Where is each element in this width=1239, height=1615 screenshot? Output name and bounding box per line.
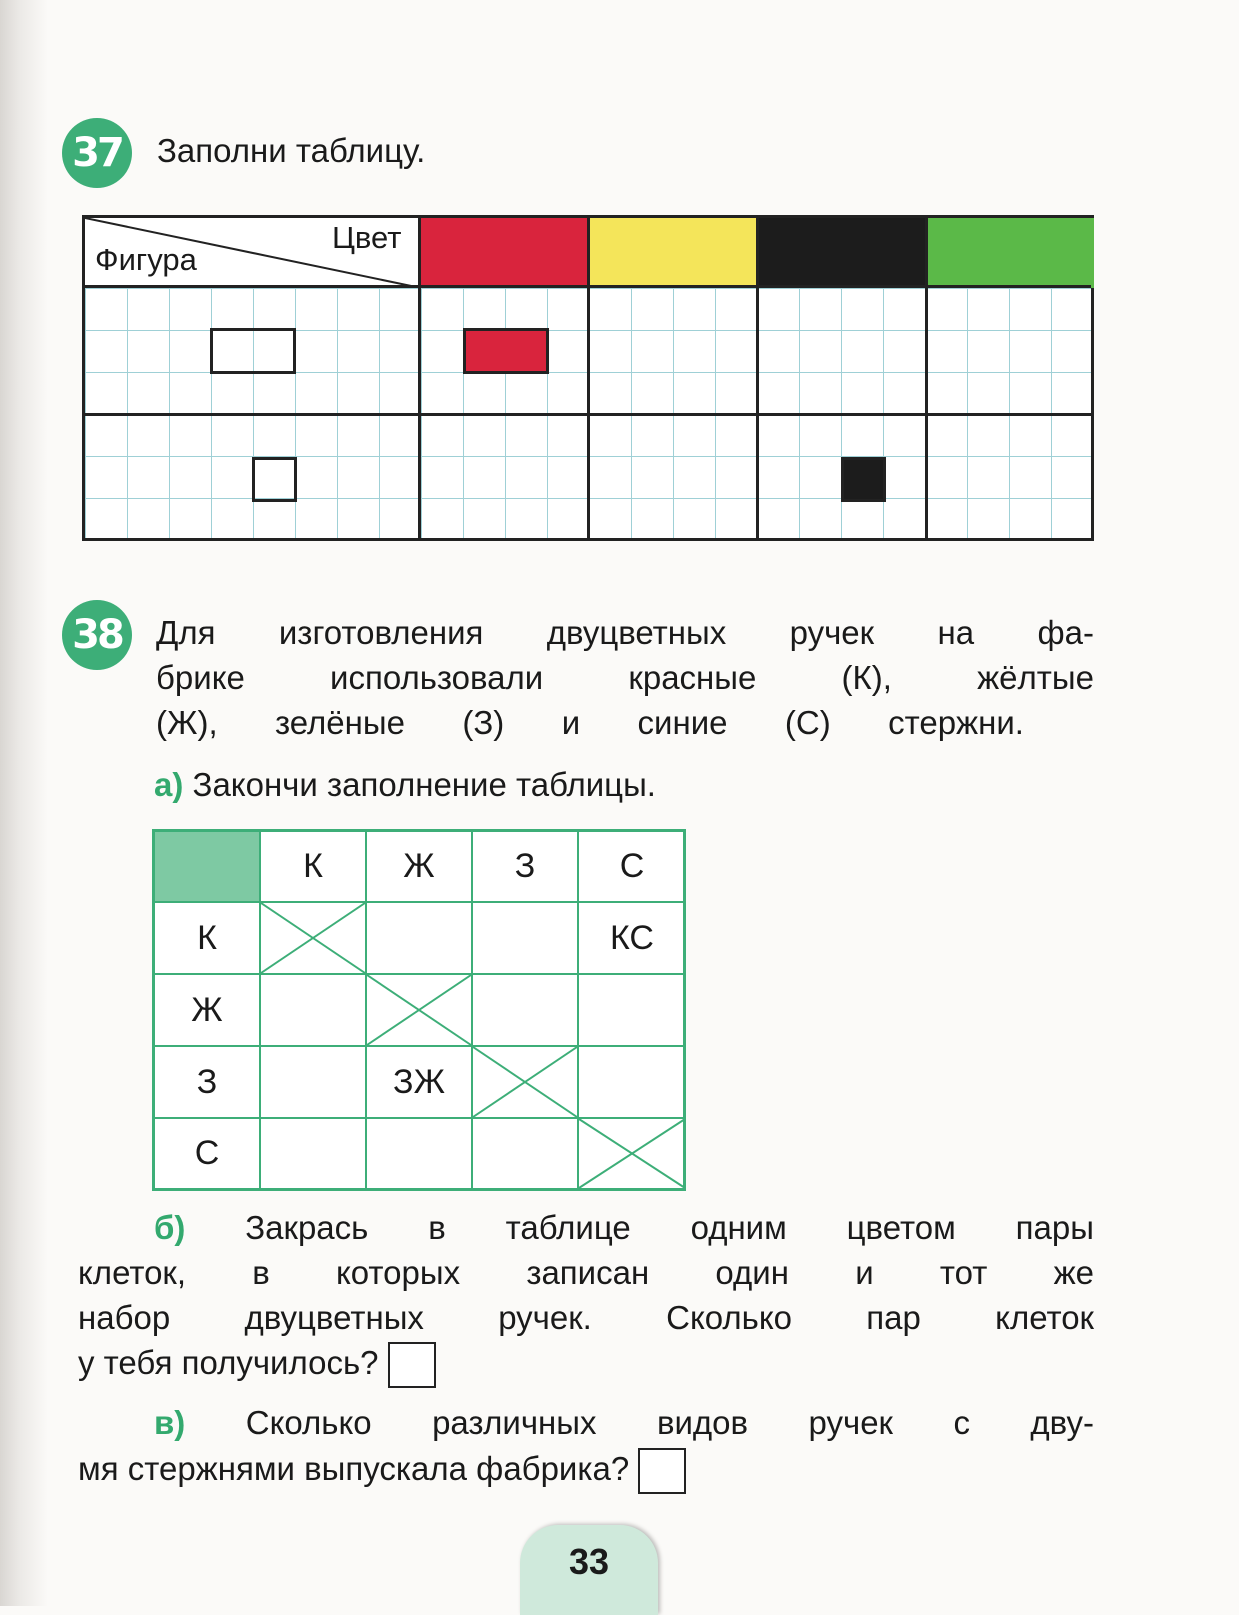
- divider: [925, 218, 928, 538]
- word: которых: [336, 1254, 461, 1291]
- page-number-tab: [520, 1525, 658, 1615]
- task-38-part-a: [154, 762, 656, 807]
- col-header: С: [579, 832, 685, 903]
- rectangle-outline-shape: [210, 328, 296, 374]
- word: таблице: [505, 1209, 631, 1246]
- word: красные: [628, 659, 757, 696]
- divider: [418, 218, 421, 538]
- part-b-label: б): [154, 1209, 186, 1246]
- part-c-line-2: [78, 1446, 686, 1494]
- divider: [85, 413, 1091, 416]
- word: дву-: [1030, 1404, 1094, 1441]
- word: (К),: [841, 659, 892, 696]
- part-c-answer-box[interactable]: [638, 1448, 686, 1494]
- word: жёлтые: [977, 659, 1094, 696]
- table-cell[interactable]: ЗЖ: [367, 1047, 473, 1119]
- word: Для: [156, 614, 216, 651]
- table-cell[interactable]: КС: [579, 903, 685, 975]
- task-37-badge: [62, 118, 132, 188]
- word: фа-: [1037, 614, 1094, 651]
- cross-icon: [579, 1119, 685, 1188]
- square-black-shape: [841, 457, 886, 502]
- col-header: К: [261, 832, 367, 903]
- table-cell[interactable]: [261, 975, 367, 1047]
- word: зелёные: [275, 704, 405, 741]
- word: набор: [78, 1299, 171, 1336]
- col-header: Ж: [367, 832, 473, 903]
- word: ручек: [789, 614, 875, 651]
- word: (З): [462, 704, 505, 741]
- part-a-label: а): [154, 766, 184, 803]
- row-header: Ж: [155, 975, 261, 1047]
- word: ручек.: [498, 1299, 592, 1336]
- word: с: [953, 1404, 970, 1441]
- color-green-swatch: [928, 218, 1094, 288]
- word: и: [855, 1254, 874, 1291]
- table-cell[interactable]: [473, 975, 579, 1047]
- part-c-line-1: [154, 1400, 1094, 1445]
- word: в: [428, 1209, 446, 1246]
- word: брике: [156, 659, 245, 696]
- cross-icon: [261, 903, 365, 973]
- word: изготовления: [278, 614, 484, 651]
- word: ручек: [808, 1404, 893, 1441]
- page-number: 33: [568, 1541, 610, 1582]
- color-yellow-swatch: [590, 218, 756, 288]
- word: на: [937, 614, 975, 651]
- word: клеток,: [78, 1254, 187, 1291]
- table-corner-cell: [155, 832, 261, 903]
- word: же: [1053, 1254, 1094, 1291]
- task-38-number: 38: [72, 612, 122, 658]
- cross-icon: [367, 975, 471, 1045]
- part-b-answer-box[interactable]: [388, 1342, 436, 1388]
- part-b-line-2: [78, 1250, 1094, 1295]
- word: Сколько: [666, 1299, 792, 1336]
- word: использовали: [330, 659, 544, 696]
- word: пары: [1015, 1209, 1094, 1246]
- divider: [85, 285, 1091, 288]
- table-cell[interactable]: [261, 1119, 367, 1188]
- word: синие: [637, 704, 728, 741]
- word: стержни.: [888, 704, 1024, 741]
- part-b-line-1: [154, 1205, 1094, 1250]
- table-cell[interactable]: [367, 1119, 473, 1188]
- word: тот: [939, 1254, 988, 1291]
- word: (Ж),: [156, 704, 218, 741]
- table-cell[interactable]: [579, 975, 685, 1047]
- pen-pairs-table: [152, 829, 686, 1191]
- table-cell[interactable]: [473, 903, 579, 975]
- cross-icon: [473, 1047, 577, 1117]
- color-red-swatch: [421, 218, 587, 288]
- task-38-intro-line-2: [156, 655, 1094, 700]
- task-38-intro-line-1: [156, 610, 1094, 655]
- header-color-label: Цвет: [332, 220, 402, 255]
- word: различных: [432, 1404, 597, 1441]
- row-header: С: [155, 1119, 261, 1188]
- word: Закрась: [245, 1209, 369, 1246]
- word: клеток: [995, 1299, 1094, 1336]
- rectangle-red-shape: [463, 328, 549, 374]
- word: и: [561, 704, 581, 741]
- table-cell[interactable]: [367, 903, 473, 975]
- crossed-cell: [473, 1047, 579, 1119]
- divider: [587, 218, 590, 538]
- part-a-text: Закончи заполнение таблицы.: [192, 766, 656, 803]
- color-black-swatch: [759, 218, 925, 288]
- divider: [756, 218, 759, 538]
- word: цветом: [846, 1209, 956, 1246]
- part-c-label: в): [154, 1404, 186, 1441]
- task-38-badge: [62, 600, 132, 670]
- task-37-title: Заполни таблицу.: [157, 132, 426, 169]
- part-b-line-3: [78, 1295, 1094, 1340]
- shape-color-table: [82, 215, 1094, 541]
- part-b-line-4: [78, 1340, 436, 1388]
- word: видов: [656, 1404, 749, 1441]
- table-cell[interactable]: [261, 1047, 367, 1119]
- task-37-number: 37: [72, 130, 122, 176]
- word: записан: [526, 1254, 650, 1291]
- col-header: З: [473, 832, 579, 903]
- word: (С): [784, 704, 831, 741]
- crossed-cell: [261, 903, 367, 975]
- table-cell[interactable]: [579, 1047, 685, 1119]
- word: в: [252, 1254, 270, 1291]
- row-header: К: [155, 903, 261, 975]
- row-header: З: [155, 1047, 261, 1119]
- word: двуцветных: [546, 614, 727, 651]
- crossed-cell: [579, 1119, 685, 1188]
- word: двуцветных: [244, 1299, 424, 1336]
- square-outline-shape: [252, 457, 297, 502]
- word: пар: [866, 1299, 921, 1336]
- word: одним: [690, 1209, 787, 1246]
- page-binding-shadow: [0, 0, 48, 1606]
- header-shape-label: Фигура: [95, 242, 197, 277]
- part-c-question: мя стержнями выпускала фабрика?: [78, 1450, 630, 1487]
- table-cell[interactable]: [473, 1119, 579, 1188]
- word: один: [715, 1254, 789, 1291]
- crossed-cell: [367, 975, 473, 1047]
- word: Сколько: [245, 1404, 372, 1441]
- task-38-intro-line-3: [156, 700, 1024, 745]
- part-b-question: у тебя получилось?: [78, 1344, 379, 1381]
